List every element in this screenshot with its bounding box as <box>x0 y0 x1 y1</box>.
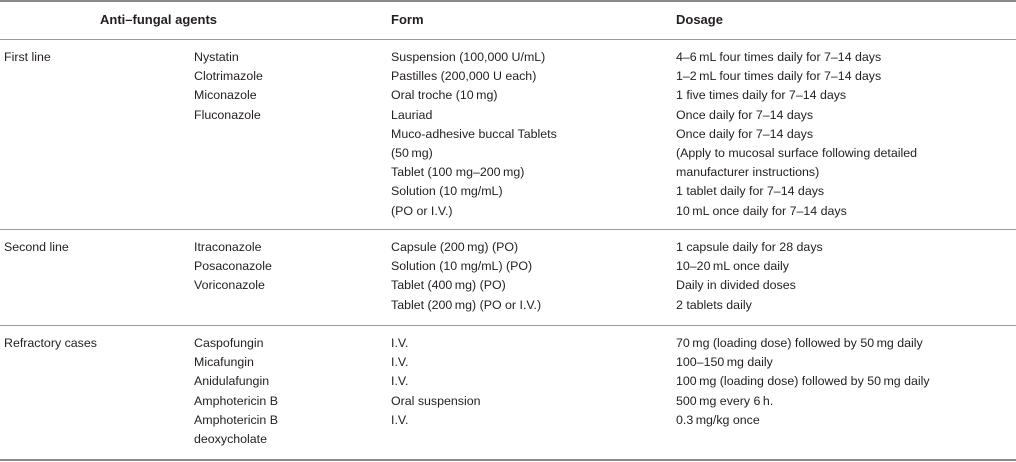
table-top-rule <box>0 0 1016 2</box>
form-text: Oral suspension <box>391 393 481 408</box>
dosage-text: 1 capsule daily for 28 days <box>676 240 823 254</box>
agent-name: Posaconazole <box>194 259 272 274</box>
form-text: Oral troche (10 mg) <box>391 88 498 103</box>
dosage-text: 500 mg every 6 h. <box>676 393 774 408</box>
agent-name: Itraconazole <box>194 240 262 254</box>
form-text: Solution (10 mg/mL) (PO) <box>391 259 533 274</box>
dosage-text: Once daily for 7–14 days <box>676 126 814 141</box>
form-text: I.V. <box>391 336 409 350</box>
dosage-column <box>676 238 823 315</box>
form-text: Tablet (400 mg) (PO) <box>391 278 506 293</box>
form-text: (50 mg) <box>391 145 433 160</box>
agent-column <box>194 334 278 449</box>
dosage-text: 2 tablets daily <box>676 297 752 312</box>
dosage-text: 1–2 mL four times daily for 7–14 days <box>676 69 882 84</box>
dosage-text: (Apply to mucosal surface following detailed <box>676 145 918 160</box>
form-text: Muco-adhesive buccal Tablets <box>391 126 557 141</box>
dosage-text: manufacturer instructions) <box>676 165 820 180</box>
form-text: Suspension (100,000 U/mL) <box>391 50 546 64</box>
agent-name: Caspofungin <box>194 336 264 350</box>
agent-name: Voriconazole <box>194 278 265 293</box>
dosage-text: 100 mg (loading dose) followed by 50 mg daily <box>676 374 930 389</box>
dosage-text: 100–150 mg daily <box>676 355 773 370</box>
form-column <box>391 48 557 221</box>
header-rule <box>0 39 1016 40</box>
agent-name: Micafungin <box>194 355 254 370</box>
dosage-text: 70 mg (loading dose) followed by 50 mg daily <box>676 336 923 350</box>
dosage-column <box>676 48 917 221</box>
group-refractory-cases: Refractory cases <box>4 336 97 350</box>
form-text: I.V. <box>391 374 409 389</box>
group-second-line: Second line <box>4 240 69 254</box>
dosage-text: Daily in divided doses <box>676 278 796 293</box>
group-first-line: First line <box>4 50 51 64</box>
form-text: (PO or I.V.) <box>391 203 453 218</box>
form-column <box>391 334 481 430</box>
agent-name: Amphotericin B <box>194 412 279 427</box>
section-rule <box>0 229 1016 230</box>
group-label <box>4 238 69 257</box>
agent-name: Miconazole <box>194 88 257 103</box>
form-text: Tablet (100 mg–200 mg) <box>391 165 525 180</box>
dosage-text: 4–6 mL four times daily for 7–14 days <box>676 50 882 64</box>
agent-name: Nystatin <box>194 50 239 64</box>
dosage-text: Once daily for 7–14 days <box>676 107 814 122</box>
agent-column <box>194 238 272 296</box>
form-text: I.V. <box>391 412 409 427</box>
form-text: Tablet (200 mg) (PO or I.V.) <box>391 297 542 312</box>
dosage-text: 1 five times daily for 7–14 days <box>676 88 847 103</box>
form-text: Pastilles (200,000 U each) <box>391 69 537 84</box>
agent-name: Fluconazole <box>194 107 261 122</box>
form-text: Solution (10 mg/mL) <box>391 184 503 199</box>
table-bottom-rule <box>0 459 1016 461</box>
group-label <box>4 48 51 67</box>
agent-name: Anidulafungin <box>194 374 270 389</box>
dosage-text: 0.3 mg/kg once <box>676 412 760 427</box>
header-dosage: Dosage <box>676 12 723 27</box>
dosage-text: 1 tablet daily for 7–14 days <box>676 184 825 199</box>
section-rule <box>0 325 1016 326</box>
agent-name: deoxycholate <box>194 431 268 446</box>
dosage-text: 10–20 mL once daily <box>676 259 789 274</box>
agent-column <box>194 48 263 125</box>
agent-name: Clotrimazole <box>194 69 263 84</box>
form-text: I.V. <box>391 355 409 370</box>
dosage-text: 10 mL once daily for 7–14 days <box>676 203 847 218</box>
header-agents: Anti–fungal agents <box>100 12 218 27</box>
agent-name: Amphotericin B <box>194 393 279 408</box>
header-form: Form <box>391 12 424 27</box>
form-column <box>391 238 541 315</box>
form-text: Lauriad <box>391 107 433 122</box>
form-text: Capsule (200 mg) (PO) <box>391 240 519 254</box>
dosage-column <box>676 334 930 430</box>
group-label <box>4 334 97 353</box>
